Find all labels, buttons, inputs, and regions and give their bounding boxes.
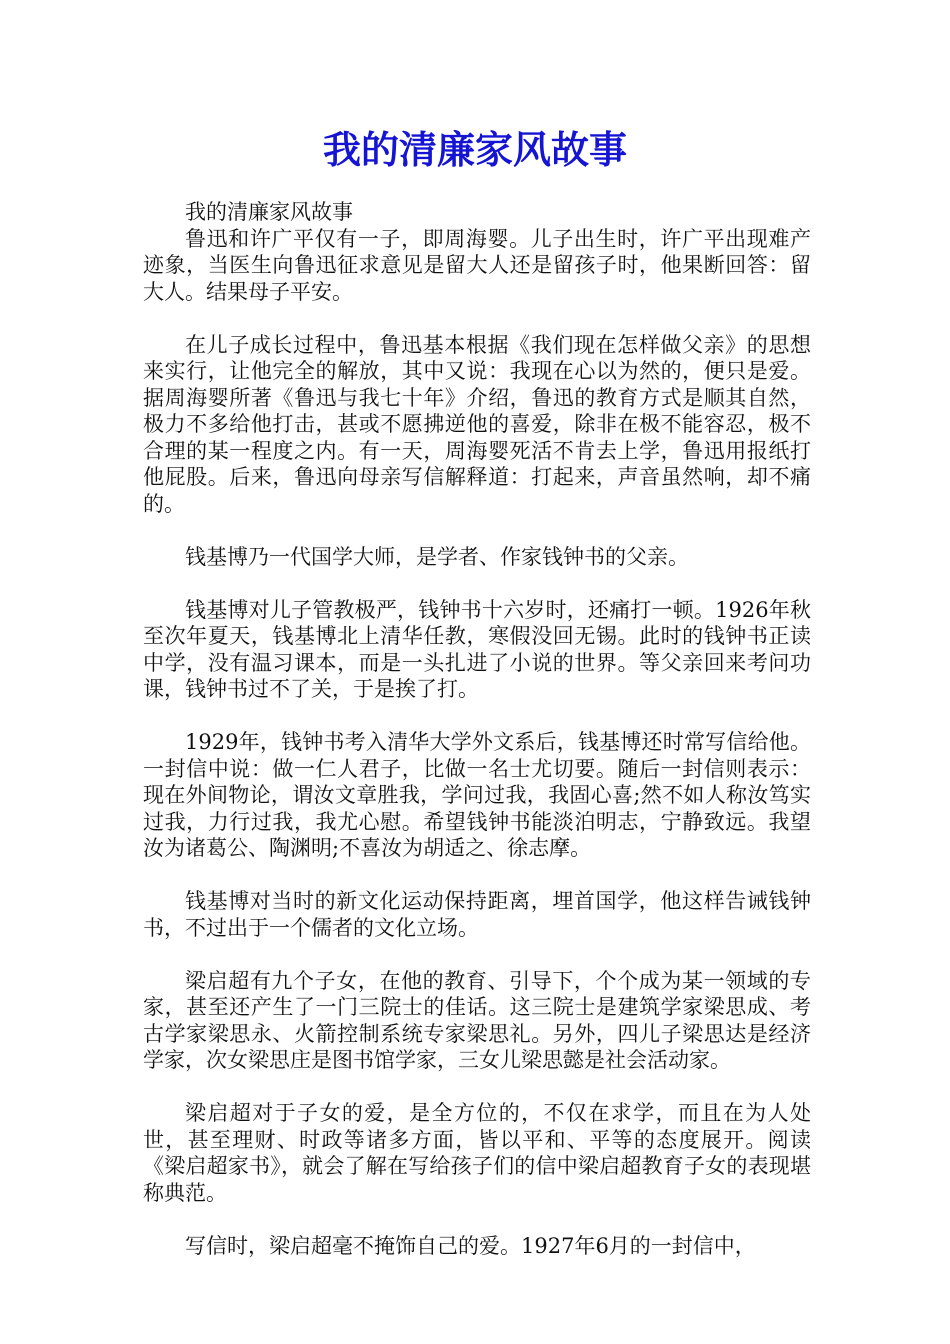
paragraph-qian-jibo-strict: 钱基博对儿子管教极严，钱钟书十六岁时，还痛打一顿。1926年秋至次年夏天，钱基博北上清华任教，寒假没回无锡。此时的钱钟书正读中学，没有温习课本，而是一头扎进了小说的世界。等父亲回来考问功课，钱钟书过不了关，于是挨了打。 [143,597,811,701]
document-title: 我的清廉家风故事 [322,127,627,172]
paragraph-subtitle: 我的清廉家风故事 [185,200,353,224]
paragraph-liang-qichao-children: 梁启超有九个子女，在他的教育、引导下，个个成为某一领域的专家，甚至还产生了一门三院士的佳话。这三院士是建筑学家梁思成、考古学家梁思永、火箭控制系统专家梁思礼。另外，四儿子梁思达是经济学家，次女梁思庄是图书馆学家，三女儿梁思懿是社会活动家。 [143,968,811,1072]
paragraph-liang-qichao-love: 梁启超对于子女的爱，是全方位的，不仅在求学，而且在为人处世，甚至理财、时政等诸多方面，皆以平和、平等的态度展开。阅读《梁启超家书》，就会了解在写给孩子们的信中梁启超教育子女的表现堪称典范。 [143,1101,811,1205]
paragraph-qian-jibo-letters: 1929年，钱钟书考入清华大学外文系后，钱基博还时常写信给他。一封信中说：做一仁人君子，比做一名士尤切要。随后一封信则表示：现在外间物论，谓汝文章胜我，学问过我，我固心喜;然不如人称汝笃实过我，力行过我，我尤心慰。希望钱钟书能淡泊明志，宁静致远。我望汝为诸葛公、陶渊明;不喜汝为胡适之、徐志摩。 [143,730,811,860]
paragraph-liang-qichao-letters: 写信时，梁启超毫不掩饰自己的爱。1927年6月的一封信中， [185,1233,756,1258]
document-body [143,199,811,1259]
paragraph-qian-jibo-intro: 钱基博乃一代国学大师，是学者、作家钱钟书的父亲。 [185,544,689,569]
paragraph-luxun-education: 在儿子成长过程中，鲁迅基本根据《我们现在怎样做父亲》的思想来实行，让他完全的解放，其中又说：我现在心以为然的，便只是爱。据周海婴所著《鲁迅与我七十年》介绍，鲁迅的教育方式是顺其自然，极力不多给他打击，甚或不愿拂逆他的喜爱，除非在极不能容忍，极不合理的某一程度之内。有一天，周海婴死活不肯去上学，鲁迅用报纸打他屁股。后来，鲁迅向母亲写信解释道：打起来，声音虽然响，却不痛的。 [143,332,811,516]
paragraph-luxun-son: 鲁迅和许广平仅有一子，即周海婴。儿子出生时，许广平出现难产迹象，当医生向鲁迅征求意见是留大人还是留孩子时，他果断回答：留大人。结果母子平安。 [143,226,811,304]
paragraph-qian-jibo-stance: 钱基博对当时的新文化运动保持距离，埋首国学，他这样告诫钱钟书，不过出于一个儒者的文化立场。 [143,889,811,940]
